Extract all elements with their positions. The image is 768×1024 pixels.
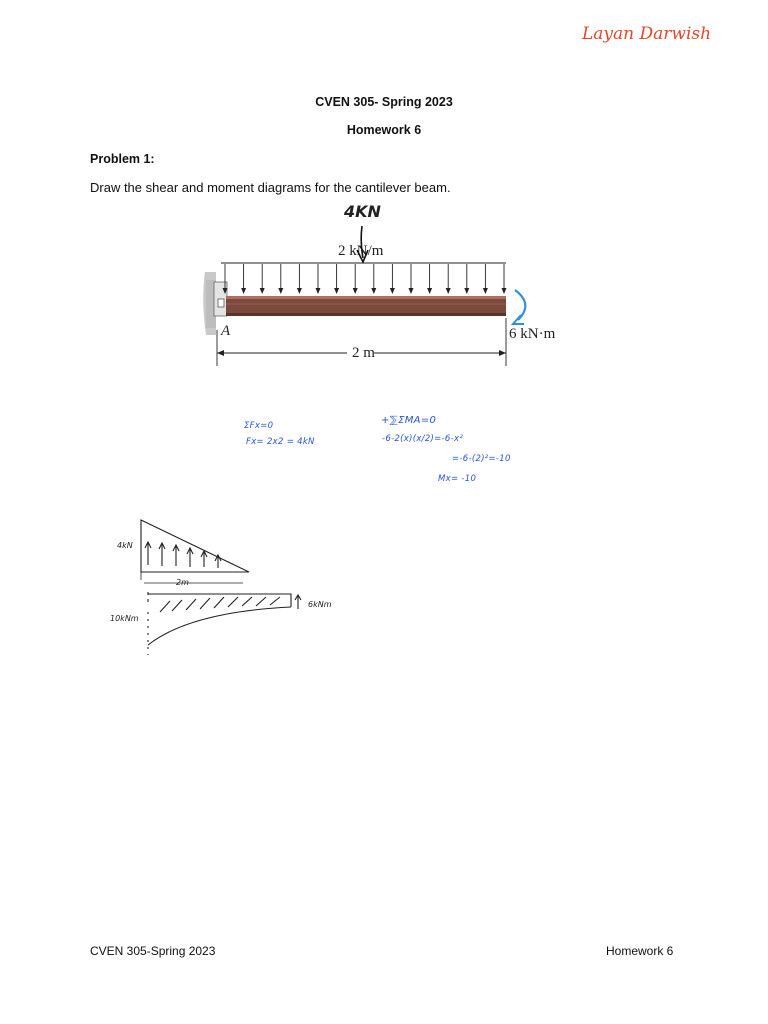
footer-course: CVEN 305-Spring 2023 xyxy=(90,944,216,958)
work-right-line-4: Mx= -10 xyxy=(438,474,477,484)
problem-title: Problem 1: xyxy=(90,152,155,166)
shear-diagram xyxy=(141,520,249,583)
work-right-line-3: =-6-(2)²=-10 xyxy=(452,454,511,464)
moment-diagram xyxy=(148,592,301,655)
shear-value-label: 4kN xyxy=(117,541,133,550)
course-title: CVEN 305- Spring 2023 xyxy=(315,95,453,109)
moment-right-label: 6kNm xyxy=(308,600,332,609)
footer-assignment: Homework 6 xyxy=(606,944,674,958)
distributed-load-label: 2 kN/m xyxy=(338,243,384,259)
problem-statement: Draw the shear and moment diagrams for the cantilever beam. xyxy=(90,180,451,195)
span-label: 2 m xyxy=(349,345,378,362)
work-right-line-2: -6-2(x)(x/2)=-6-x² xyxy=(382,434,464,444)
work-left-line-2: Fx= 2x2 = 4kN xyxy=(246,437,315,447)
length-label: 2m xyxy=(176,578,189,587)
support-label: A xyxy=(221,323,231,339)
applied-moment-label: 6 kN·m xyxy=(509,326,556,342)
signature: Layan Darwish xyxy=(582,24,712,44)
work-left-line-1: ΣFx=0 xyxy=(244,421,274,431)
resultant-force-label: 4KN xyxy=(344,202,381,221)
work-right-line-1: +⅀ΣMA=0 xyxy=(381,415,437,426)
assignment-title: Homework 6 xyxy=(346,123,422,137)
moment-left-label: 10kNm xyxy=(110,614,139,623)
